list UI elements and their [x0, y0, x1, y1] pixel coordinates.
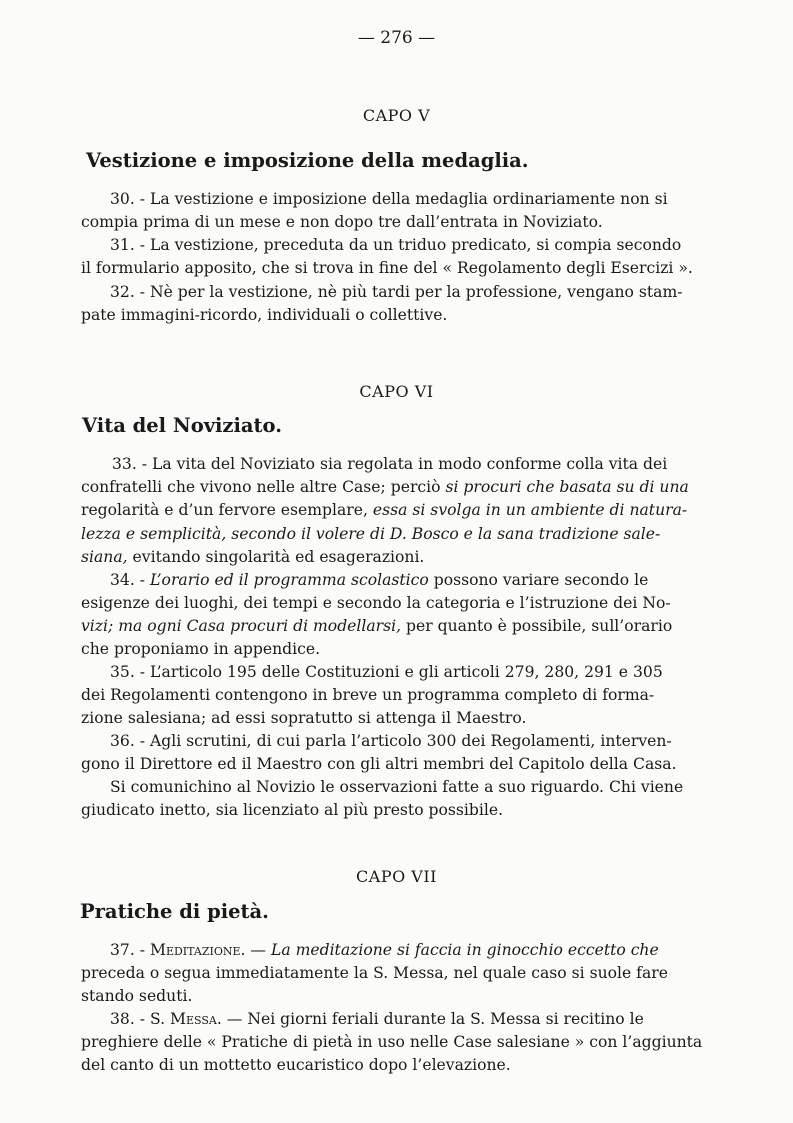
section-title-vestizione: Vestizione e imposizione della medaglia. — [86, 149, 529, 172]
paragraph-line: siana, evitando singolarità ed esagerazioni. — [81, 548, 425, 566]
paragraph-line: giudicato inetto, sia licenziato al più presto possibile. — [81, 801, 504, 819]
paragraph-line: 30. - La vestizione e imposizione della medaglia ordinariamente non si — [110, 190, 668, 208]
paragraph-line: pate immagini-ricordo, individuali o collettive. — [81, 306, 448, 324]
paragraph-line: esigenze dei luoghi, dei tempi e secondo la categoria e l’istruzione dei No- — [81, 594, 671, 612]
chapter-heading-vi: CAPO VI — [359, 382, 434, 401]
paragraph-line: zione salesiana; ad essi sopratutto si attenga il Maestro. — [81, 709, 527, 727]
page-number: — 276 — — [357, 28, 436, 48]
paragraph-line: 36. - Agli scrutini, di cui parla l’articolo 300 dei Regolamenti, interven- — [110, 732, 672, 750]
paragraph-line: 34. - L’orario ed il programma scolastico possono variare secondo le — [110, 571, 649, 589]
paragraph-line: 35. - L’articolo 195 delle Costituzioni e gli articoli 279, 280, 291 e 305 — [110, 663, 663, 681]
section-title-pratiche: Pratiche di pietà. — [80, 900, 269, 923]
paragraph-line: dei Regolamenti contengono in breve un programma completo di forma- — [81, 686, 655, 704]
chapter-heading-vii: CAPO VII — [356, 867, 437, 886]
paragraph-line: 38. - S. Messa. — Nei giorni feriali durante la S. Messa si recitino le — [110, 1010, 644, 1028]
paragraph-line: preghiere delle « Pratiche di pietà in uso nelle Case salesiane » con l’aggiunta — [81, 1033, 703, 1051]
chapter-heading-v: CAPO V — [362, 106, 431, 125]
paragraph-line: 33. - La vita del Noviziato sia regolata in modo conforme colla vita dei — [112, 455, 668, 473]
paragraph-line: 32. - Nè per la vestizione, nè più tardi per la professione, vengano stam- — [110, 283, 683, 301]
paragraph-line: preceda o segua immediatamente la S. Messa, nel quale caso si suole fare — [81, 964, 668, 982]
paragraph-line: il formulario apposito, che si trova in fine del « Regolamento degli Esercizi ». — [81, 259, 693, 277]
paragraph-line: stando seduti. — [81, 987, 193, 1005]
paragraph-line: che proponiamo in appendice. — [81, 640, 321, 658]
paragraph-line: lezza e semplicità, secondo il volere di D. Bosco e la sana tradizione sale- — [81, 525, 661, 543]
paragraph-line: 37. - Meditazione. — La meditazione si faccia in ginocchio eccetto che — [110, 941, 659, 959]
paragraph-line: confratelli che vivono nelle altre Case; perciò si procuri che basata su di una — [81, 478, 689, 496]
paragraph-line: del canto di un mottetto eucaristico dopo l’elevazione. — [81, 1056, 511, 1074]
paragraph-line: regolarità e d’un fervore esemplare, essa si svolga in un ambiente di natura- — [81, 501, 688, 519]
paragraph-line: compia prima di un mese e non dopo tre dall’entrata in Noviziato. — [81, 213, 603, 231]
paragraph-line: 31. - La vestizione, preceduta da un triduo predicato, si compia secondo — [110, 236, 682, 254]
paragraph-line: vizi; ma ogni Casa procuri di modellarsi, per quanto è possibile, sull’orario — [81, 617, 673, 635]
paragraph-line: gono il Direttore ed il Maestro con gli altri membri del Capitolo della Casa. — [81, 755, 677, 773]
section-title-vita: Vita del Noviziato. — [82, 414, 283, 437]
paragraph-line: Si comunichino al Novizio le osservazioni fatte a suo riguardo. Chi viene — [110, 778, 684, 796]
